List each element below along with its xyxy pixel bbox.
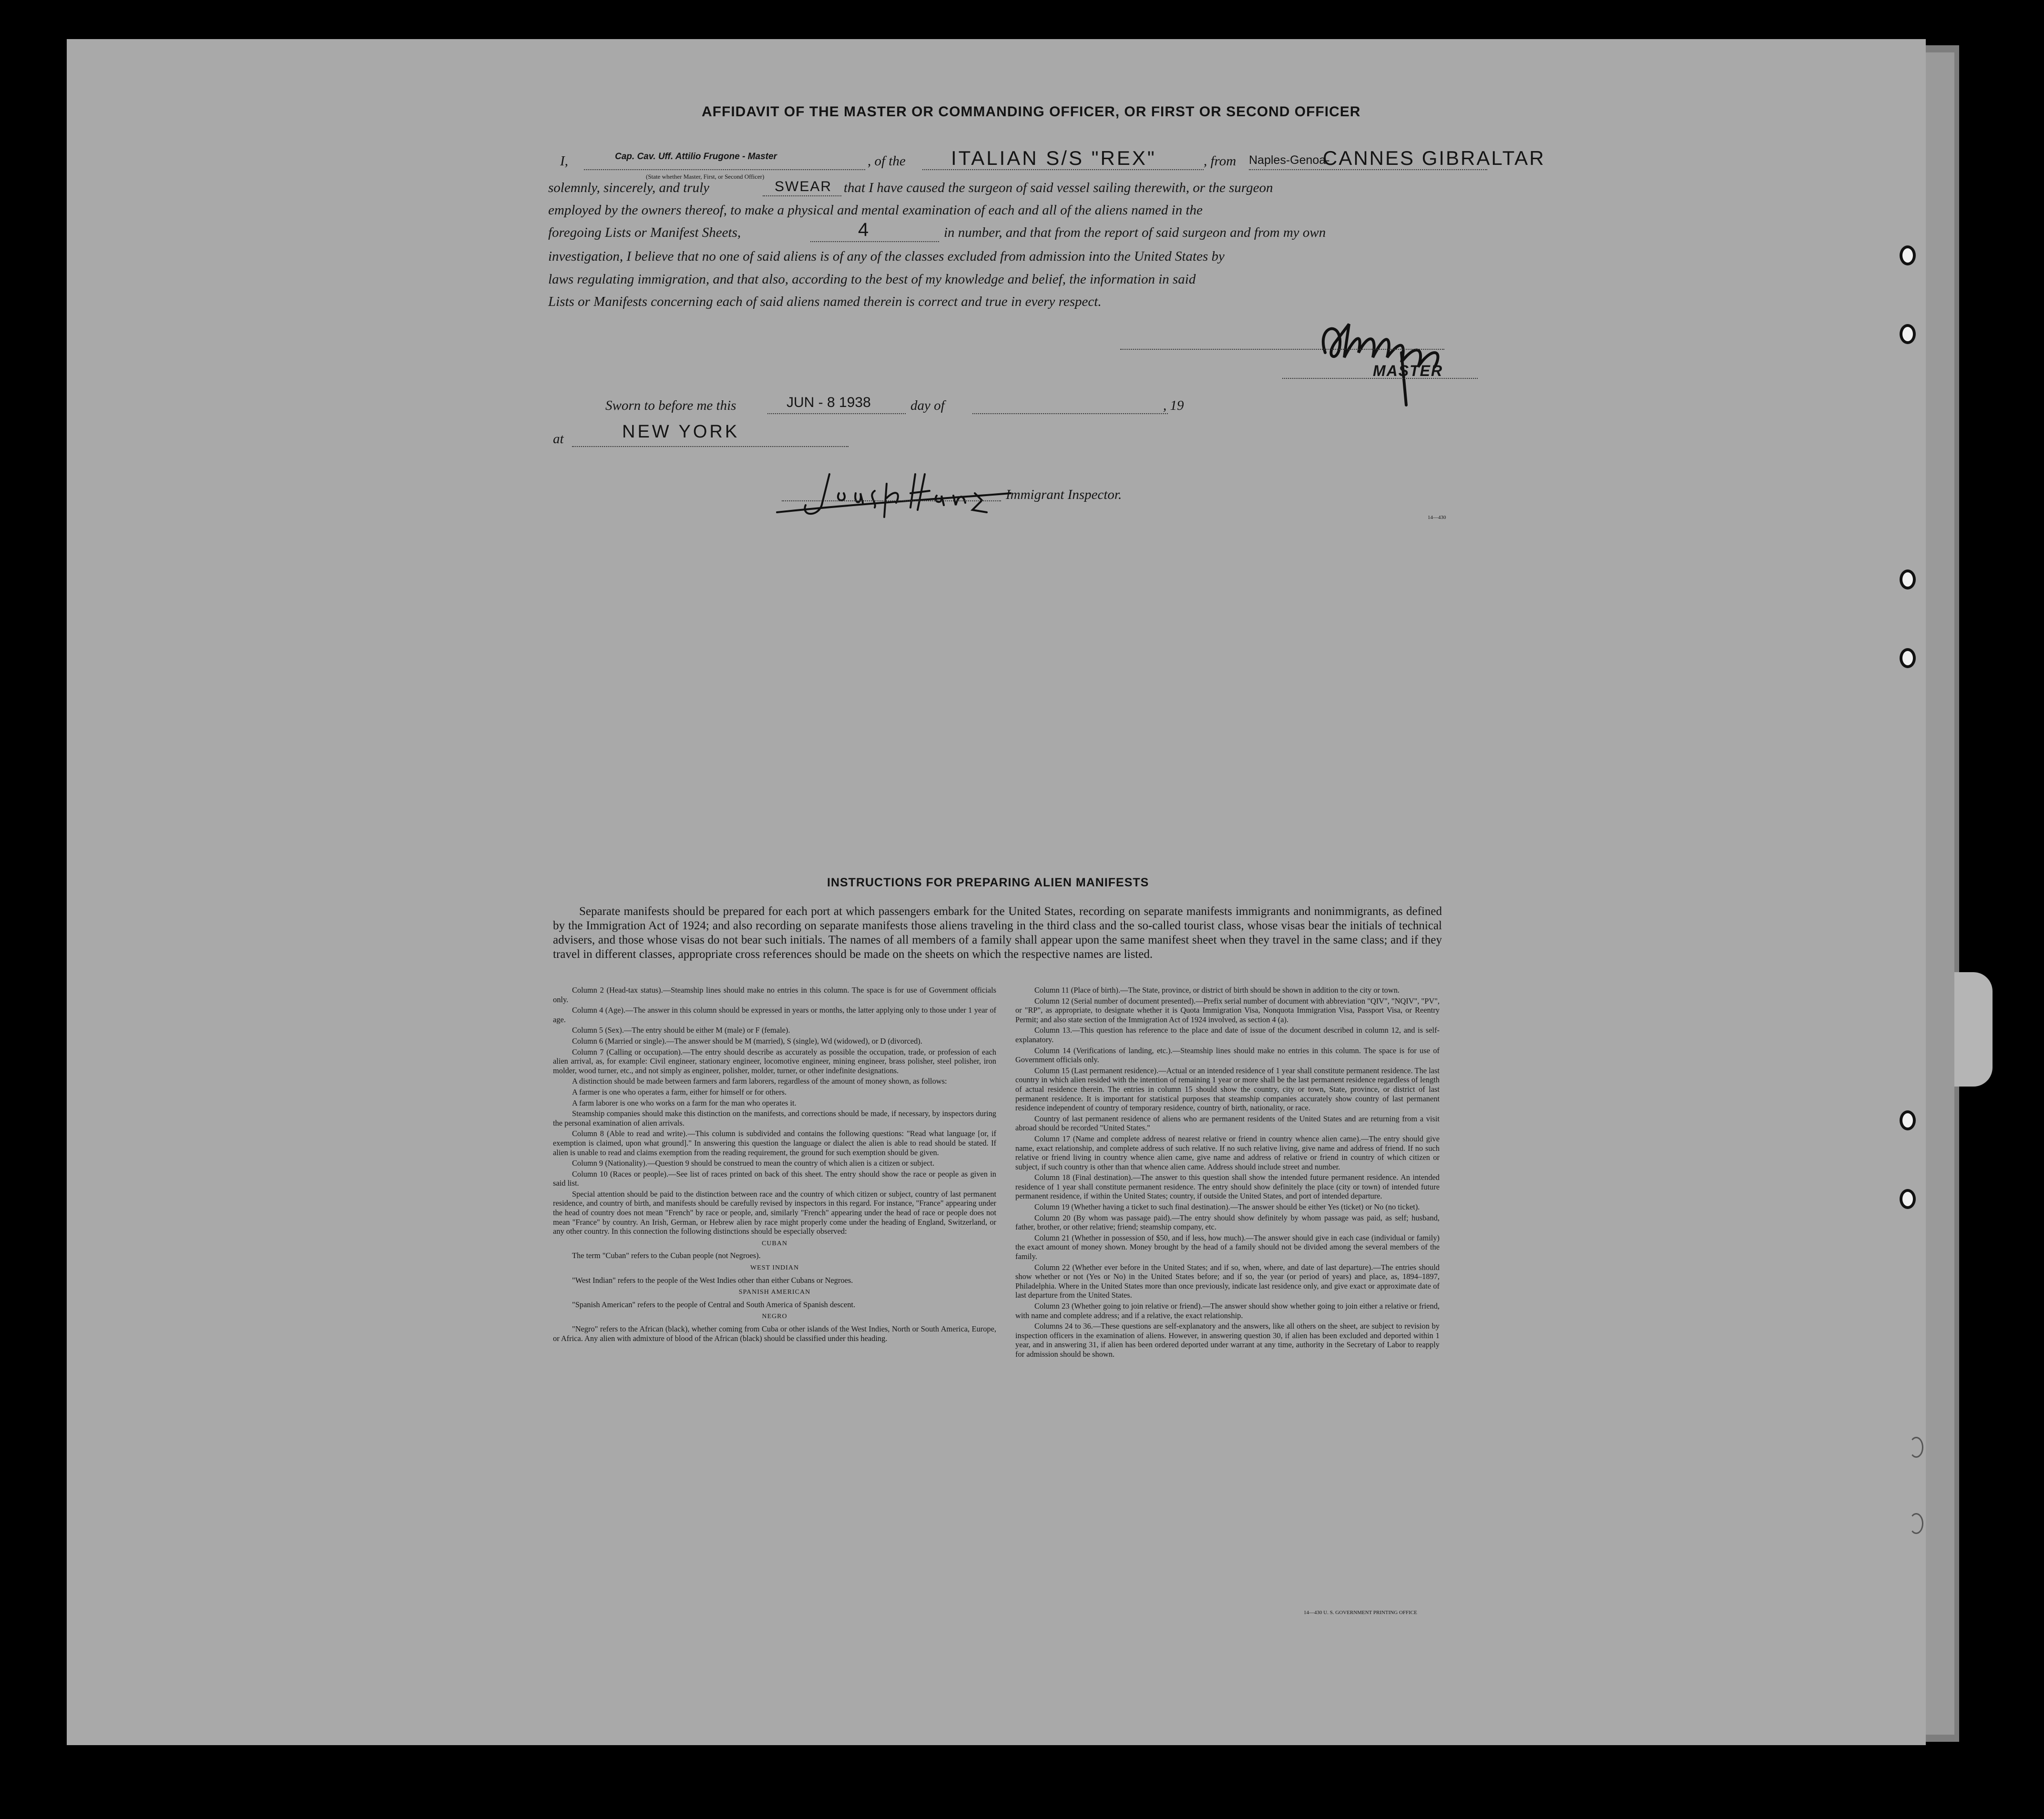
- instructions-right-column: [1015, 986, 1440, 1361]
- punch-hole: [1900, 1189, 1916, 1209]
- left-paragraph: Column 5 (Sex).—The entry should be either M (male) or F (female).: [572, 1026, 790, 1035]
- right-paragraph: Column 18 (Final destination).—The answer to this question shall show the intended future permanent residence. An intended residence of 1 year shall constitute permanent residence. The entry should show definitely the place (city or town) of intended future permanent residence, if within the United States; country, if outside the United States, and port of intended departure.: [1015, 1173, 1440, 1201]
- affidavit-line-5: investigation, I believe that no one of said aliens is of any of the classes excluded from admission into the United States by: [548, 249, 1225, 264]
- affidavit-line-4a: foregoing Lists or Manifest Sheets,: [548, 225, 741, 240]
- ports-stamped: CANNES GIBRALTAR: [1323, 147, 1545, 169]
- punch-hole-outline: [1909, 1437, 1923, 1458]
- of-the: , of the: [868, 153, 906, 169]
- right-paragraph: Columns 24 to 36.—These questions are self-explanatory and the answers, like all others on the sheet, are subject to revision by inspection officers in the examination of aliens. However, in answering question 30, if alien has been excluded and deported within 1 year, and in answering 31, if alien has been ordered deported under warrant at any time, authority in the Secretary of Labor to reapply for admission should be shown.: [1015, 1321, 1440, 1359]
- left-column-paragraphs: [553, 986, 996, 1236]
- left-paragraph: A farm laborer is one who works on a farm for the man who operates it.: [572, 1098, 797, 1108]
- right-paragraph: Column 22 (Whether ever before in the United States; and if so, when, where, and date of last departure).—The entries should show whether or not (Yes or No) in the United States before; and if so, the year (or period of years) and place, as, 1894–1897, Philadelphia. Where in the United States more than once previously, indicate last residence only, and give exact or approximate date of last departure from the United States.: [1015, 1262, 1440, 1300]
- left-paragraph: Column 7 (Calling or occupation).—The entry should describe as accurately as possible the occupation, trade, or profession of each alien arrival, as, for example: Civil engineer, stationary engineer, locomotive engineer, mining engineer, brass polisher, steel polisher, iron molder, wood turner, etc., and not simply as engineer, polisher, molder, turner, or other indefinite designations.: [553, 1047, 996, 1075]
- left-paragraph: Column 2 (Head-tax status).—Steamship lines should make no entries in this column. The space is for use of Government officials only.: [553, 986, 996, 1004]
- instructions-intro: [553, 904, 1442, 962]
- heading-cuban: CUBAN: [761, 1240, 787, 1247]
- left-paragraph: Column 9 (Nationality).—Question 9 should be construed to mean the country of which alien is a citizen or subject.: [572, 1158, 935, 1168]
- instructions-title: INSTRUCTIONS FOR PREPARING ALIEN MANIFESTS: [827, 876, 1149, 889]
- right-paragraph: Column 23 (Whether going to join relative or friend).—The answer should show whether going to join either a relative or friend, with name and complete address; and if a relative, the exact relationship.: [1015, 1301, 1440, 1320]
- west-indian-text: "West Indian" refers to the people of the West Indies other than either Cubans or Negroes.: [572, 1275, 853, 1285]
- right-paragraph: Column 17 (Name and complete address of nearest relative or friend in country whence alien came).—The entry should give name, exact relationship, and complete address of such relative. If no such relative living, give name and address of friend. If no such relative or friend living in country whence alien came, give name and address of relative or friend in country of which citizen or subject, if such country is other than that whence alien came. Address should include street and number.: [1015, 1134, 1440, 1171]
- heading-spanish-american: SPANISH AMERICAN: [738, 1289, 811, 1296]
- month-line: [972, 413, 1168, 414]
- officer-line: [584, 169, 865, 170]
- affidavit-line-7: Lists or Manifests concerning each of said aliens named therein is correct and true in every respect.: [548, 294, 1102, 309]
- punch-hole: [1900, 648, 1916, 668]
- form-number: 14—430: [1428, 515, 1446, 520]
- right-paragraph: Column 19 (Whether having a ticket to such final destination).—The answer should be either Yes (ticket) or No (no ticket).: [1034, 1202, 1420, 1212]
- year-prefix: , 19: [1163, 398, 1184, 413]
- sworn-label: Sworn to before me this: [605, 398, 736, 413]
- heading-west-indian: WEST INDIAN: [750, 1264, 799, 1272]
- left-paragraph: A distinction should be made between farmers and farm laborers, regardless of the amount of money shown, as follows:: [572, 1077, 947, 1086]
- punch-hole: [1900, 324, 1916, 344]
- right-paragraph: Column 15 (Last permanent residence).—Actual or an intended residence of 1 year shall constitute permanent residence. The last country in which alien resided with the intention of remaining 1 year or more shall be the last permanent residence regardless of length of actual residence therein. The entries in column 15 should show the country, city or town, State, province, or district of last permanent residence. It is important for statistical purposes that steamship companies accurately show country of last permanent residence independent of country of temporary residence, country of birth, nationality, or race.: [1015, 1066, 1440, 1113]
- instructions-intro-text: Separate manifests should be prepared for each port at which passengers embark for the United States, recording on separate manifests immigrants and nonimmigrants, as defined by the Immigration Act of 1924; and also recording on separate manifests those aliens traveling in the third class and the so-called tourist class, whose visas bear the initials of technical advisers, and those whose visas do not bear such initials. The names of all members of a family shall appear upon the same manifest sheet when they travel in the same class; and if they travel in different classes, appropriate cross references should be made on the sheets on which the respective names are listed.: [553, 905, 1442, 961]
- right-paragraph: Country of last permanent residence of aliens who are permanent residents of the United States and are returning from a visit abroad should be recorded "United States.": [1015, 1114, 1440, 1133]
- left-paragraph: Column 10 (Races or people).—See list of races printed on back of this sheet. The entry should show the race or people as given in said list.: [553, 1169, 996, 1188]
- right-paragraph: Column 20 (By whom was passage paid).—The entry should show definitely by whom passage was paid, as self; husband, father, brother, or other relative; friend; steamship company, etc.: [1015, 1213, 1440, 1232]
- affidavit-line-3: employed by the owners thereof, to make a physical and mental examination of each and all of the aliens named in the: [548, 203, 1203, 218]
- printer-imprint: 14—430 U. S. GOVERNMENT PRINTING OFFICE: [1304, 1610, 1417, 1616]
- instructions-left-column: [553, 986, 996, 1344]
- ship-name: ITALIAN S/S "REX": [951, 147, 1156, 169]
- left-paragraph: Column 6 (Married or single).—The answer should be M (married), S (single), Wd (widowed), or D (divorced).: [572, 1036, 922, 1046]
- master-signature: [1306, 295, 1487, 410]
- place-line: [572, 446, 848, 447]
- heading-negro: NEGRO: [762, 1313, 787, 1321]
- officer-note: (State whether Master, First, or Second Officer): [646, 173, 765, 180]
- spanish-american-text: "Spanish American" refers to the people of Central and South America of Spanish descent.: [572, 1300, 856, 1309]
- punch-hole: [1900, 569, 1916, 589]
- signature-line: [1120, 349, 1444, 350]
- officer-name: Cap. Cav. Uff. Attilio Frugone - Master: [615, 152, 777, 162]
- negro-text: "Negro" refers to the African (black), whether coming from Cuba or other islands of the West Indies, North or South America, Europe, or Africa. Any alien with admixture of blood of the African (black) should be classified under this heading.: [553, 1324, 996, 1343]
- inspector-label: Immigrant Inspector.: [1006, 487, 1122, 502]
- page-stack-edge-2: [1926, 52, 1954, 1735]
- right-paragraph: Column 14 (Verifications of landing, etc.).—Steamship lines should make no entries in this column. The space is for use of Government officials only.: [1015, 1046, 1440, 1065]
- affidavit-line-6: laws regulating immigration, and that also, according to the best of my knowledge and belief, the information in said: [548, 272, 1196, 287]
- oath-line: [763, 195, 841, 196]
- ports-handwritten: Naples-Genoa-: [1249, 153, 1330, 167]
- page-tab: [1954, 972, 1993, 1087]
- day-of: day of: [910, 398, 945, 413]
- from: , from: [1204, 153, 1237, 169]
- right-paragraph: Column 13.—This question has reference to the place and date of issue of the document described in column 12, and is self-explanatory.: [1015, 1026, 1440, 1044]
- right-paragraph: Column 12 (Serial number of document presented).—Prefix serial number of document with abbreviation "QIV", "NQIV", "PV", or "RP", as appropriate, to designate whether it is Quota Immigration Visa, Nonquota Immigration Visa, Passport Visa, or Reentry Permit; and also state section of the Immigration Act of 1924 involved, as section 4 (a).: [1015, 996, 1440, 1024]
- sheets-line: [810, 241, 939, 242]
- affidavit-line-4b: in number, and that from the report of said surgeon and from my own: [944, 225, 1326, 240]
- punch-hole-outline: [1909, 1513, 1923, 1534]
- sworn-date: JUN - 8 1938: [787, 395, 871, 410]
- right-column-paragraphs: [1015, 986, 1440, 1359]
- oath: SWEAR: [775, 179, 832, 194]
- cuban-text: The term "Cuban" refers to the Cuban people (not Negroes).: [572, 1251, 761, 1260]
- punch-hole: [1900, 1110, 1916, 1130]
- left-paragraph: Steamship companies should make this distinction on the manifests, and corrections should be made, if necessary, by inspectors during the personal examination of alien arrivals.: [553, 1109, 996, 1128]
- pronoun: I,: [560, 153, 568, 169]
- at-label: at: [553, 431, 564, 447]
- affidavit-title: AFFIDAVIT OF THE MASTER OR COMMANDING OFFICER, OR FIRST OR SECOND OFFICER: [702, 104, 1361, 120]
- left-paragraph: A farmer is one who operates a farm, either for himself or for others.: [572, 1087, 787, 1097]
- place: NEW YORK: [622, 422, 740, 442]
- left-paragraph: Column 4 (Age).—The answer in this column should be expressed in years or months, the latter applying only to those under 1 year of age.: [553, 1006, 996, 1024]
- inspector-line: [782, 500, 1001, 501]
- right-paragraph: Column 11 (Place of birth).—The State, province, or district of birth should be shown in addition to the city or town.: [1034, 986, 1400, 995]
- sheets-count: 4: [858, 219, 869, 240]
- inspector-signature: [772, 465, 1020, 527]
- left-paragraph: Special attention should be paid to the distinction between race and the country of which citizen or subject, country of last permanent residence, and country of birth, and manifests should be carefully revised by inspectors in this regard. For instance, "France" appearing under the head of country does not mean "French" by race or people, and, similarly "French" appearing under the head of race or people does not mean "France" by country. An Irish, German, or Hebrew alien by race might properly come under the heading of England, Switzerland, or any other country. In this connection the following distinctions should be especially observed:: [553, 1189, 996, 1236]
- right-paragraph: Column 21 (Whether in possession of $50, and if less, how much).—The answer should give in each case (individual or family) the exact amount of money shown. Money brought by the head of a family should not be divided among the several members of the family.: [1015, 1233, 1440, 1261]
- master-title: MASTER: [1373, 362, 1443, 379]
- affidavit-line-2a: solemnly, sincerely, and truly: [548, 180, 710, 195]
- left-paragraph: Column 8 (Able to read and write).—This column is subdivided and contains the following questions: "Read what language [or, if exemption is claimed, upon what ground]." In answering this question the language or dialect the alien is able to read should be stated. If alien is unable to read and claims exemption from the reading requirement, the ground for such exemption should be given.: [553, 1129, 996, 1157]
- affidavit-line-2b: that I have caused the surgeon of said vessel sailing therewith, or the surgeon: [844, 180, 1273, 195]
- sworn-date-line: [767, 413, 906, 414]
- punch-hole: [1900, 245, 1916, 265]
